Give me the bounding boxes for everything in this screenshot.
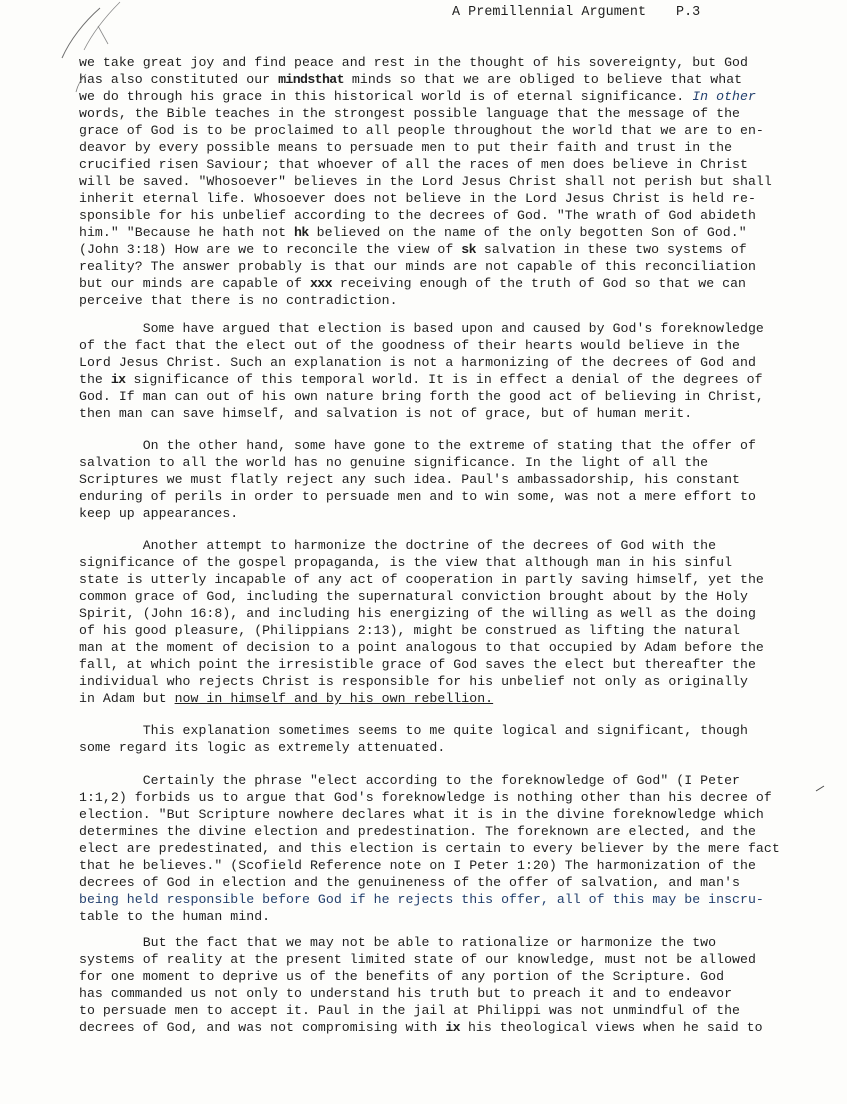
text-run: sponsible for his unbelief according to the decrees of God. "The wrath of God abideth bbox=[79, 208, 756, 223]
text-run: believed on the name of the only begotten Son of God." bbox=[308, 225, 747, 240]
text-run: then man can save himself, and salvation is not of grace, but of human merit. bbox=[79, 406, 693, 421]
text-run: state is utterly incapable of any act of cooperation in partly saving himself, yet the bbox=[79, 572, 764, 587]
text-run: in Adam but bbox=[79, 691, 175, 706]
text-run: the bbox=[79, 372, 111, 387]
struck-out-text: ix bbox=[445, 1020, 460, 1035]
text-run: inherit eternal life. Whosoever does not believe in the Lord Jesus Christ is held re- bbox=[79, 191, 756, 206]
text-run: crucified risen Saviour; that whoever of all the races of men does believe in Christ bbox=[79, 157, 748, 172]
underlined-text: now in himself and by his own rebellion. bbox=[174, 691, 494, 706]
text-run: will be saved. "Whosoever" believes in the Lord Jesus Christ shall not perish but shall bbox=[79, 174, 772, 189]
text-run: salvation in these two systems of bbox=[475, 242, 747, 257]
text-run: This explanation sometimes seems to me quite logical and significant, though bbox=[79, 723, 748, 738]
struck-out-text: sk bbox=[461, 242, 476, 257]
text-run: him." "Because he hath not bbox=[79, 225, 295, 240]
struck-out-text: hk bbox=[294, 225, 309, 240]
text-run: table to the human mind. bbox=[79, 909, 271, 924]
struck-out-text: mindsthat bbox=[278, 72, 344, 87]
margin-pencil-stroke bbox=[98, 26, 108, 44]
text-run: On the other hand, some have gone to the extreme of stating that the offer of bbox=[79, 438, 756, 453]
text-run: common grace of God, including the supernatural conviction brought about by the Holy bbox=[79, 589, 748, 604]
text-run: decrees of God in election and the genuineness of the offer of salvation, and man's bbox=[79, 875, 740, 890]
text-run: of the fact that the elect out of the goodness of their hearts would believe in the bbox=[79, 338, 740, 353]
text-run: of his good pleasure, (Philippians 2:13), might be construed as lifting the natural bbox=[79, 623, 740, 638]
text-run: man at the moment of decision to a point analogous to that occupied by Adam before the bbox=[79, 640, 764, 655]
text-run: receiving enough of the truth of God so that we can bbox=[331, 276, 747, 291]
text-run: elect are predestinated, and this election is certain to every believer by the mere fact bbox=[79, 841, 780, 856]
text-run: being held responsible before God if he rejects this offer, all of this may be inscru- bbox=[79, 892, 764, 907]
text-run: decrees of God, and was not compromising with bbox=[79, 1020, 446, 1035]
document-title: A Premillennial Argument bbox=[452, 5, 647, 20]
text-run: words, the Bible teaches in the strongest possible language that the message of the bbox=[79, 106, 740, 121]
text-run: has commanded us not only to understand his truth but to preach it and to endeavor bbox=[79, 986, 733, 1001]
text-run: perceive that there is no contradiction. bbox=[79, 293, 398, 308]
text-run: enduring of perils in order to persuade men and to win some, was not a mere effort to bbox=[79, 489, 756, 504]
text-run: (John 3:18) How are we to reconcile the view of bbox=[79, 242, 462, 257]
text-run: God. If man can out of his own nature bring forth the good act of believing in Christ, bbox=[79, 389, 764, 404]
text-run: But the fact that we may not be able to rationalize or harmonize the two bbox=[79, 935, 717, 950]
struck-out-text: xxx bbox=[309, 276, 332, 291]
page-number: P.3 bbox=[676, 5, 701, 20]
text-run: but our minds are capable of bbox=[79, 276, 310, 291]
text-run: Lord Jesus Christ. Such an explanation is not a harmonizing of the decrees of God and bbox=[79, 355, 756, 370]
text-run: has also constituted our bbox=[79, 72, 279, 87]
text-run: grace of God is to be proclaimed to all people throughout the world that we are to en- bbox=[79, 123, 764, 138]
text-run: keep up appearances. bbox=[79, 506, 239, 521]
text-run: we do through his grace in this historical world is of eternal significance. bbox=[79, 89, 693, 104]
text-run: deavor by every possible means to persuade men to put their faith and trust in the bbox=[79, 140, 733, 155]
margin-tick-mark bbox=[816, 786, 824, 791]
text-run: reality? The answer probably is that our minds are not capable of this reconciliation bbox=[79, 259, 756, 274]
text-run: Spirit, (John 16:8), and including his energizing of the willing as well as the doing bbox=[79, 606, 756, 621]
text-run: we take great joy and find peace and rest in the thought of his sovereignty, but God bbox=[79, 55, 748, 70]
text-run: systems of reality at the present limited state of our knowledge, must not be allowed bbox=[79, 952, 756, 967]
text-run: minds so that we are obliged to believe that what bbox=[343, 72, 743, 87]
text-run: determines the divine election and predestination. The foreknown are elected, and the bbox=[79, 824, 756, 839]
text-run: salvation to all the world has no genuine significance. In the light of all the bbox=[79, 455, 709, 470]
text-run: Some have argued that election is based upon and caused by God's foreknowledge bbox=[79, 321, 764, 336]
text-run: to persuade men to accept it. Paul in the jail at Philippi was not unmindful of the bbox=[79, 1003, 740, 1018]
margin-pencil-stroke bbox=[76, 74, 86, 92]
text-run: for one moment to deprive us of the benefits of any portion of the Scripture. God bbox=[79, 969, 725, 984]
text-run: 1:1,2) forbids us to argue that God's foreknowledge is nothing other than his decree of bbox=[79, 790, 772, 805]
text-run: Certainly the phrase "elect according to the foreknowledge of God" (I Peter bbox=[79, 773, 740, 788]
text-run: Scriptures we must flatly reject any such idea. Paul's ambassadorship, his constant bbox=[79, 472, 740, 487]
text-run: some regard its logic as extremely attenuated. bbox=[79, 740, 446, 755]
text-run: that he believes." (Scofield Reference note on I Peter 1:20) The harmonization of the bbox=[79, 858, 756, 873]
text-run: fall, at which point the irresistible grace of God saves the elect but thereafter the bbox=[79, 657, 756, 672]
margin-pencil-stroke bbox=[84, 2, 120, 50]
text-run: significance of this temporal world. It is in effect a denial of the degrees of bbox=[125, 372, 763, 387]
text-run: In other bbox=[692, 89, 756, 104]
struck-out-text: ix bbox=[110, 372, 126, 387]
text-run: individual who rejects Christ is responsible for his unbelief not only as originally bbox=[79, 674, 748, 689]
text-run: election. "But Scripture nowhere declares what it is in the divine foreknowledge which bbox=[79, 807, 764, 822]
text-run: Another attempt to harmonize the doctrine of the decrees of God with the bbox=[79, 538, 717, 553]
text-run: his theological views when he said to bbox=[459, 1020, 763, 1035]
text-run: significance of the gospel propaganda, is the view that although man in his sinful bbox=[79, 555, 733, 570]
